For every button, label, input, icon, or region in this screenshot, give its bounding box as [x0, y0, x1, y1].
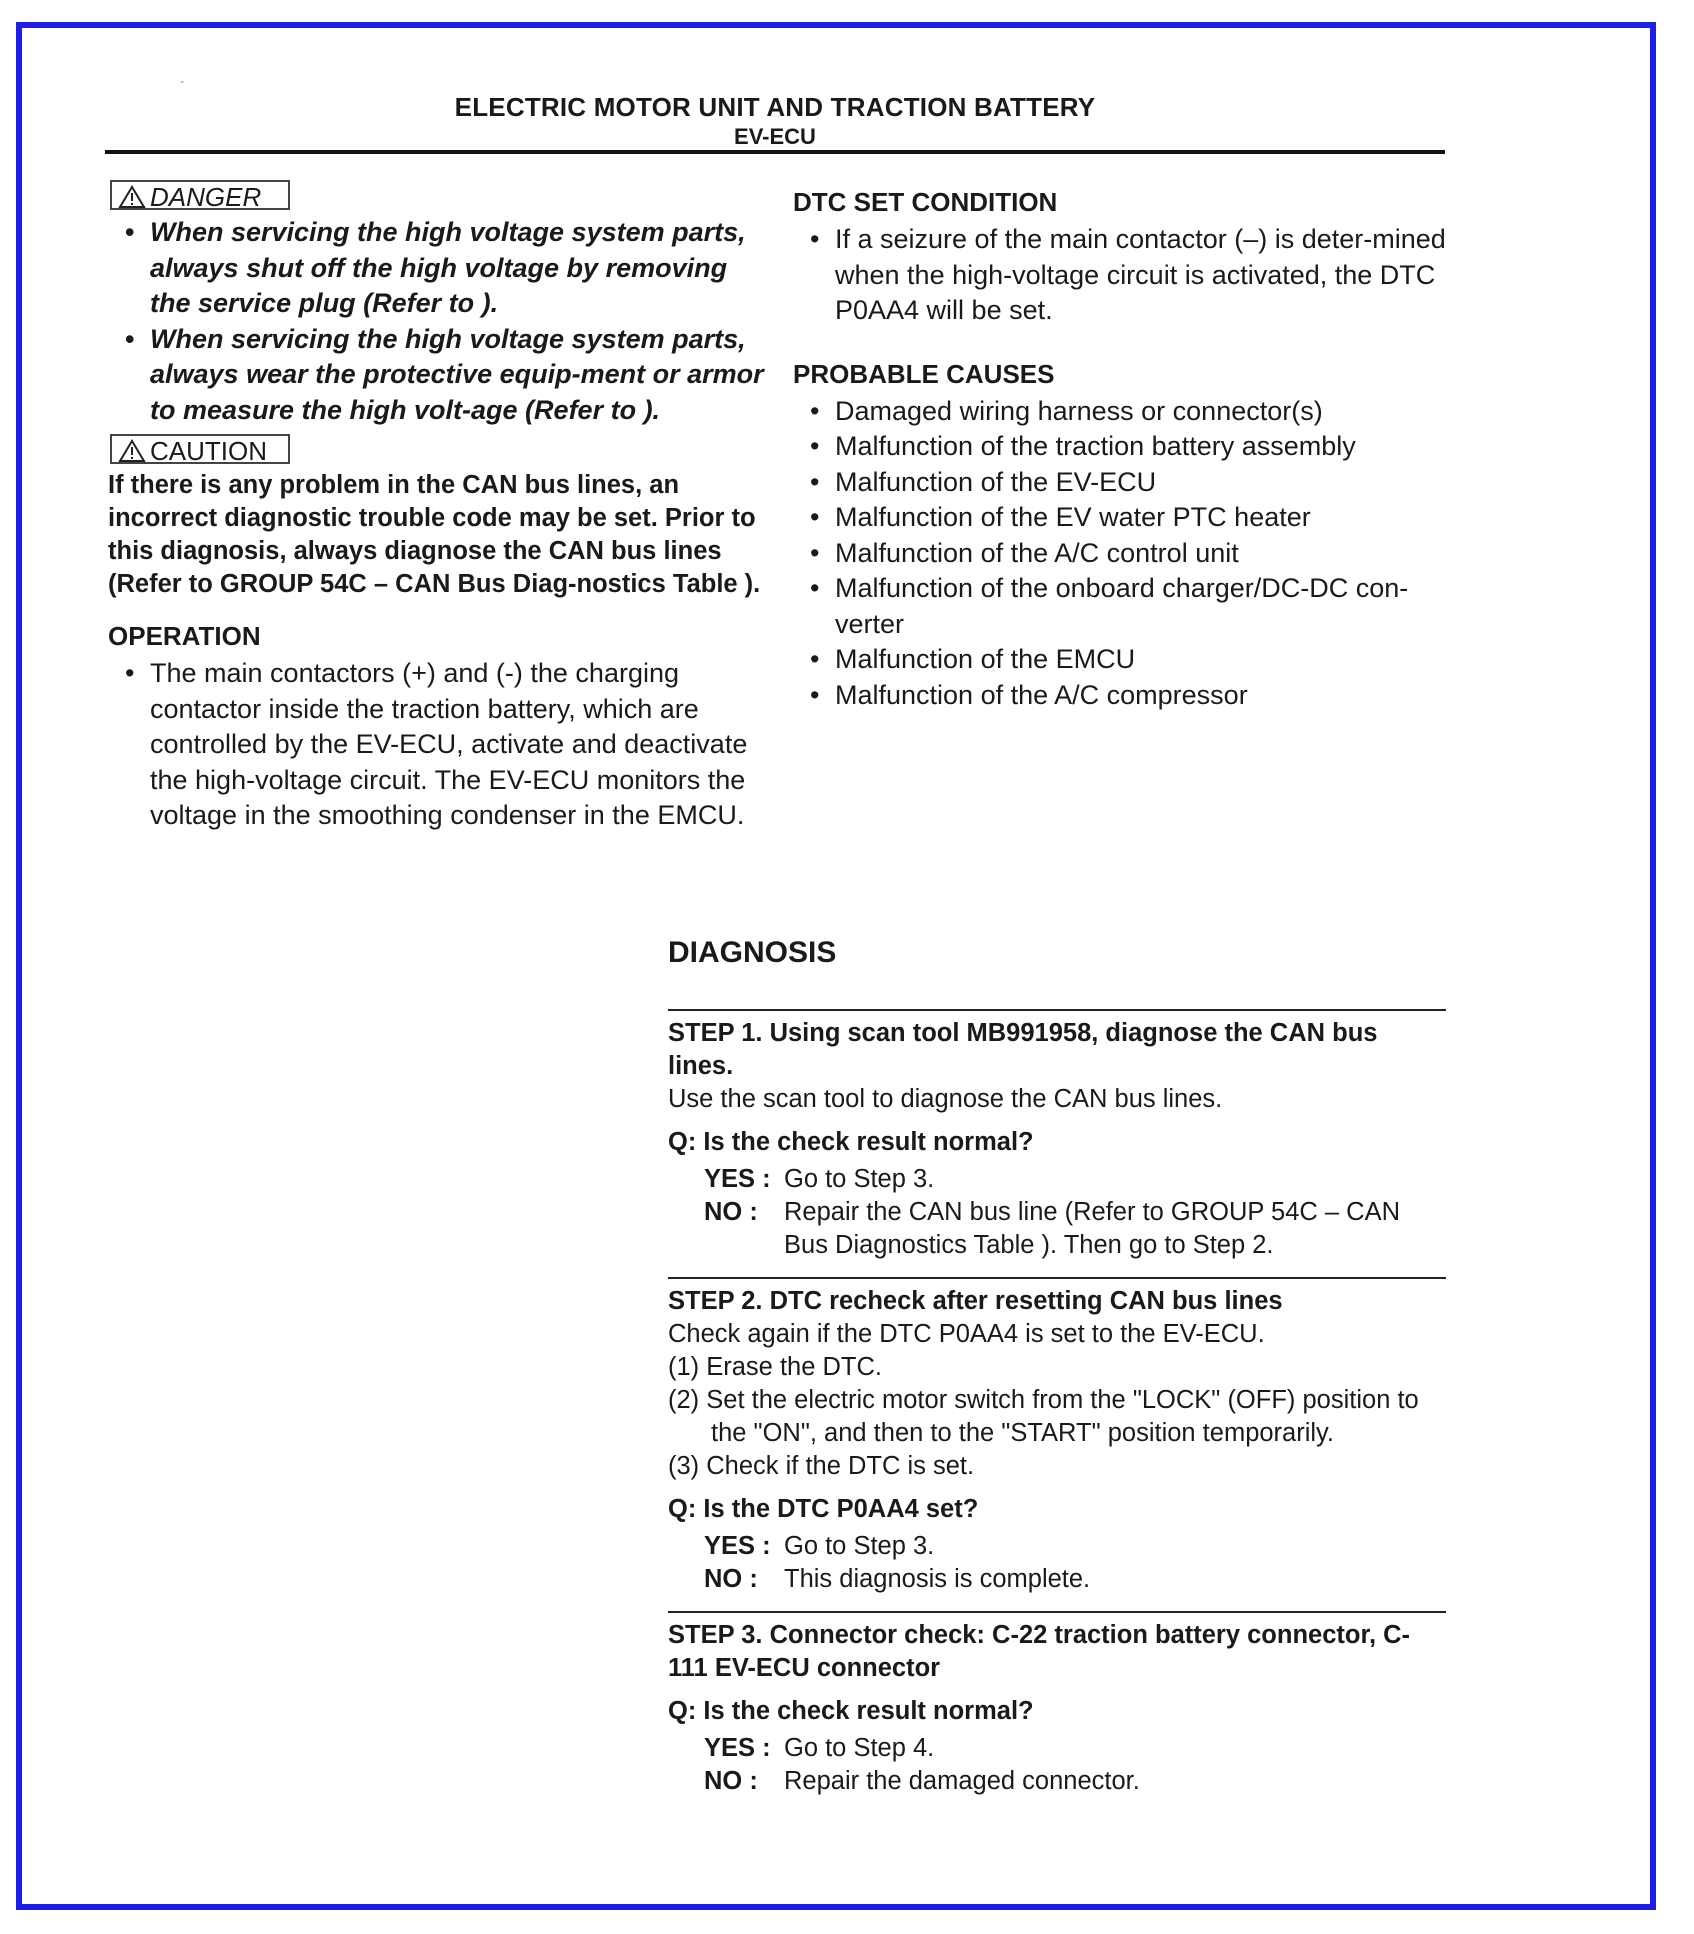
cause-item: • Malfunction of the traction battery assembly — [793, 429, 1453, 465]
danger-list — [108, 215, 768, 428]
danger-item: • When servicing the high voltage system parts, always wear the protective equip-ment or armor to measure the high volt-age (Refer to ). — [108, 322, 768, 429]
danger-item: • When servicing the high voltage system parts, always shut off the high voltage by removing the service plug (Refer to ). — [108, 215, 768, 322]
yes-label: YES : — [704, 1532, 771, 1560]
page-subtitle: EV-ECU — [734, 124, 816, 149]
no-label: NO : — [704, 1565, 758, 1593]
yes-text: Go to Step 3. — [784, 1532, 935, 1560]
danger-label-text: DANGER — [150, 182, 262, 212]
warning-triangle-icon — [118, 439, 146, 469]
step-2-yes — [668, 1530, 1446, 1563]
step-2-question: Q: Is the DTC P0AA4 set? — [668, 1495, 979, 1523]
danger-label — [110, 180, 290, 210]
dtc-set-item: • If a seizure of the main contactor (–) is deter-mined when the high-voltage circuit is activated, the DTC P0AA4 will be set. — [793, 222, 1453, 329]
step-2-title: STEP 2. DTC recheck after resetting CAN bus lines — [668, 1287, 1283, 1315]
step-2-substep: (2) Set the electric motor switch from the "LOCK" (OFF) position to the "ON", and then to the "START" position temporarily. — [668, 1386, 1419, 1447]
diagnosis-section — [668, 936, 1446, 1798]
step-2-substep: (1) Erase the DTC. — [668, 1353, 882, 1381]
cause-item: • Damaged wiring harness or connector(s) — [793, 394, 1453, 430]
cause-item: • Malfunction of the EV water PTC heater — [793, 500, 1453, 536]
cause-item: • Malfunction of the onboard charger/DC-DC con-verter — [793, 571, 1453, 642]
page-title: ELECTRIC MOTOR UNIT AND TRACTION BATTERY — [454, 92, 1096, 122]
step-1-no — [668, 1196, 1446, 1262]
yes-text: Go to Step 3. — [784, 1165, 935, 1193]
step-3 — [668, 1611, 1446, 1798]
yes-label: YES : — [704, 1165, 771, 1193]
dtc-set-heading: DTC SET CONDITION — [793, 187, 1058, 217]
yes-text: Go to Step 4. — [784, 1734, 935, 1762]
step-2-substep: (3) Check if the DTC is set. — [668, 1452, 975, 1480]
no-text: Repair the CAN bus line (Refer to GROUP 54C – CAN Bus Diagnostics Table ). Then go to Step 2. — [784, 1198, 1401, 1259]
no-text: Repair the damaged connector. — [784, 1767, 1140, 1795]
cause-item: • Malfunction of the EV-ECU — [793, 465, 1453, 501]
caution-label-text: CAUTION — [150, 436, 267, 466]
no-text: This diagnosis is complete. — [784, 1565, 1091, 1593]
cause-item: • Malfunction of the EMCU — [793, 642, 1453, 678]
right-column — [793, 187, 1453, 713]
diagnosis-heading: DIAGNOSIS — [668, 936, 837, 969]
step-3-question: Q: Is the check result normal? — [668, 1697, 1034, 1725]
step-2 — [668, 1277, 1446, 1596]
no-label: NO : — [704, 1198, 758, 1226]
step-1 — [668, 1009, 1446, 1262]
dtc-set-list — [793, 222, 1453, 329]
step-2-no — [668, 1563, 1446, 1596]
probable-causes-list — [793, 394, 1453, 714]
step-1-yes — [668, 1163, 1446, 1196]
step-2-body: Check again if the DTC P0AA4 is set to the EV-ECU. — [668, 1320, 1265, 1348]
caution-text: If there is any problem in the CAN bus lines, an incorrect diagnostic trouble code may be set. Prior to this diagnosis, always diagnose the CAN bus lines (Refer to GROUP 54C – CAN Bus Diag-nostics Table ). — [108, 471, 761, 598]
operation-item: • The main contactors (+) and (-) the charging contactor inside the traction battery, which are controlled by the EV-ECU, activate and deactivate the high-voltage circuit. The EV-ECU monitors the voltage in the smoothing condenser in the EMCU. — [108, 656, 768, 834]
step-3-yes — [668, 1732, 1446, 1765]
warning-triangle-icon — [118, 185, 146, 215]
step-1-question: Q: Is the check result normal? — [668, 1128, 1034, 1156]
yes-label: YES : — [704, 1734, 771, 1762]
step-3-no — [668, 1765, 1446, 1798]
step-1-title: STEP 1. Using scan tool MB991958, diagnose the CAN bus lines. — [668, 1019, 1378, 1080]
header-rule — [105, 150, 1445, 154]
cause-item: • Malfunction of the A/C control unit — [793, 536, 1453, 572]
caution-label — [110, 434, 290, 464]
step-1-body: Use the scan tool to diagnose the CAN bus lines. — [668, 1085, 1223, 1113]
cause-item: • Malfunction of the A/C compressor — [793, 678, 1453, 714]
corner-mark: - — [180, 74, 184, 88]
no-label: NO : — [704, 1767, 758, 1795]
step-3-title: STEP 3. Connector check: C-22 traction battery connector, C-111 EV-ECU connector — [668, 1621, 1411, 1682]
probable-causes-heading: PROBABLE CAUSES — [793, 358, 1055, 389]
left-column — [108, 180, 768, 834]
operation-list — [108, 656, 768, 834]
operation-heading: OPERATION — [108, 621, 261, 651]
